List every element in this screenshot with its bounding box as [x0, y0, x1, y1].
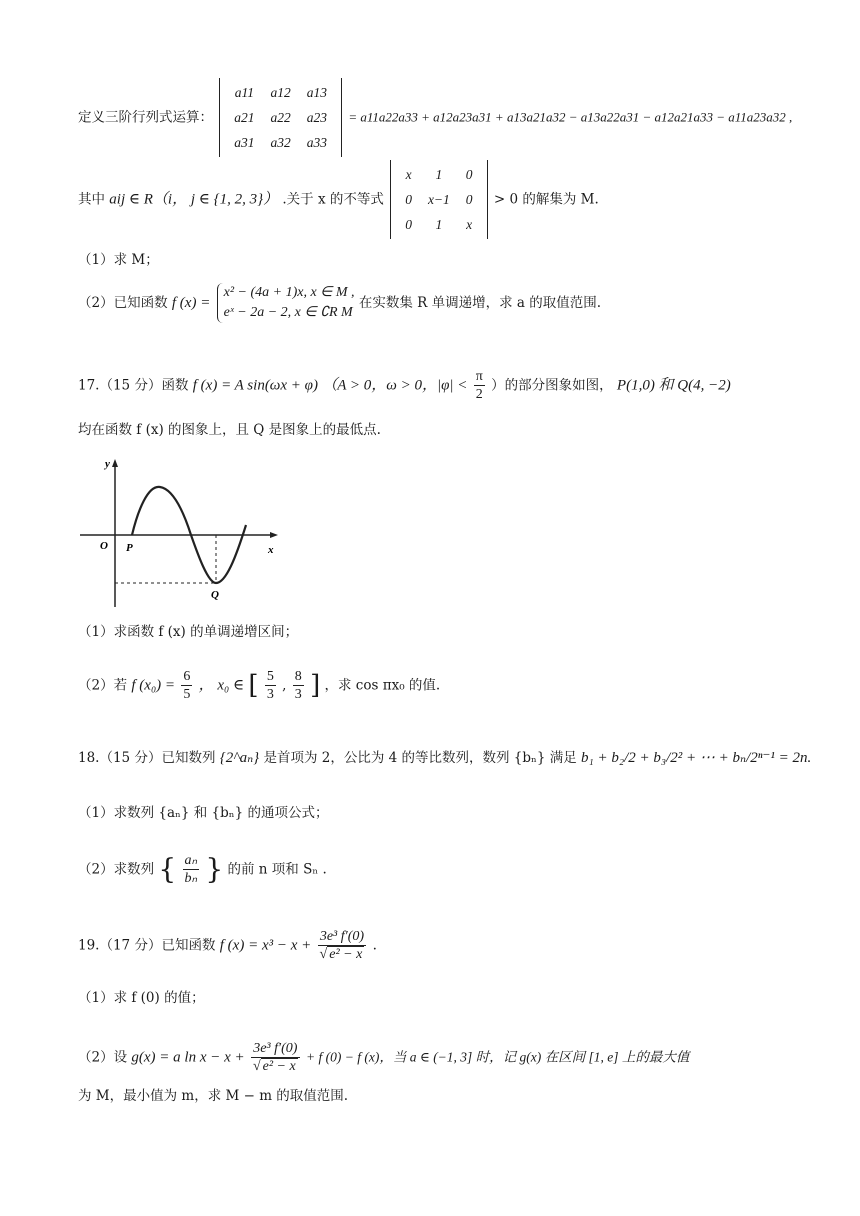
q17-line2: 均在函数 f (x) 的图象上，且 Q 是图象上的最低点.: [78, 422, 381, 438]
q19-func-num: 3e³ f′(0): [318, 928, 367, 946]
q17-part2-eq: f (x₀) =: [131, 677, 176, 694]
q16-det-definition: [78, 78, 793, 157]
q16-part2-post: 在实数集 R 单调递增，求 a 的取值范围.: [358, 295, 602, 311]
q17-header-text: 17.（15 分）函数: [78, 377, 189, 394]
q19-part2: [78, 1040, 790, 1075]
q19-func-den: e² − x: [329, 947, 363, 962]
q18-mid: 是首项为 2，公比为 4 的等比数列，数列 {bₙ} 满足: [263, 750, 577, 766]
q19-part2-pre: （2）设: [78, 1049, 128, 1066]
det-a21: a21: [234, 110, 255, 125]
pi-denominator: 2: [475, 387, 483, 402]
pi-numerator: π: [475, 369, 483, 384]
x-arrow: [270, 532, 278, 538]
q19-header-text: 19.（17 分）已知函数: [78, 937, 216, 954]
q17-part2-pre: （2）若: [78, 677, 128, 694]
pi-over-2: [474, 368, 485, 403]
q19-func-pre: f (x) = x³ − x +: [219, 937, 312, 954]
q18-part1: （1）求数列 {aₙ} 和 {bₙ} 的通项公式；: [78, 805, 329, 821]
eight-thirds: [293, 668, 304, 703]
six: 6: [183, 669, 191, 684]
x-label: x: [268, 544, 274, 556]
five-num: 5: [266, 669, 274, 684]
q17-part2-post: ，求 cos πx₀ 的值.: [324, 677, 441, 694]
bn: bₙ: [184, 871, 198, 886]
det-expansion: = a11a22a33 + a12a23a31 + a13a21a32 − a13a22a31 − a12a21a33 − a11a23a32 ,: [348, 109, 793, 125]
q16-inequality-line: [78, 160, 790, 239]
q17-points: P(1,0) 和 Q(4, −2): [616, 377, 731, 394]
right-bracket: ]: [310, 670, 321, 701]
q19-part2-rest: + f (0) − f (x)，当 a ∈ (−1, 3] 时，记 g(x) 在区间 [1, e] 上的最大值: [306, 1049, 690, 1065]
det-a23: a23: [306, 110, 328, 125]
q17-func: f (x) = A sin(ωx + φ): [192, 377, 318, 394]
q16-part2-fx: f (x) =: [171, 295, 211, 311]
sine-graph: [78, 455, 288, 615]
left-brace: {: [158, 852, 177, 886]
q17-part1: （1）求函数 f (x) 的单调递增区间；: [78, 624, 299, 640]
q16-cond: aij ∈ R（i， j ∈ {1, 2, 3}）: [109, 191, 279, 208]
q18-header-text: 18.（15 分）已知数列: [78, 750, 216, 766]
det-a13: a13: [306, 85, 328, 100]
q18-header: [78, 748, 812, 768]
six-fifths: [181, 668, 192, 703]
det-a11: a11: [234, 85, 255, 100]
ineq-det: [390, 160, 487, 239]
q17-cond: （A > 0，ω > 0，|φ| <: [322, 377, 468, 394]
det-a31: a31: [234, 135, 255, 150]
ineq-e23: 0: [465, 192, 473, 207]
q16-line2-post: > 0 的解集为 M.: [493, 191, 599, 208]
q19-part2-g: g(x) = a ln x − x +: [131, 1049, 245, 1066]
piecewise-brace: [217, 283, 355, 323]
ineq-e13: 0: [465, 167, 473, 182]
q19-func-frac: $\frac{\text{3e³ f′(0)}}{\text{√ e² − x}}$: [318, 928, 367, 963]
q16-intro: 定义三阶行列式运算：: [78, 109, 213, 126]
q19-part2-frac: $\frac{\text{3e³ f′(0)}}{\text{√ e² − x}}$: [251, 1040, 300, 1075]
q16-part2-pre: （2）已知函数: [78, 295, 168, 311]
ineq-e12: 1: [435, 167, 443, 182]
an: aₙ: [184, 853, 198, 868]
q19-part2-num: 3e³ f′(0): [251, 1040, 300, 1058]
ineq-e21: 0: [405, 192, 412, 207]
ineq-e11: x: [405, 167, 412, 182]
det-a32: a32: [270, 135, 291, 150]
piecewise-case-1: x² − (4a + 1)x, x ∈ M ,: [223, 285, 355, 300]
three-den-b: 3: [294, 687, 302, 702]
q18-part2-post: 的前 n 项和 Sₙ .: [227, 861, 327, 878]
q16-line2-mid: .关于 x 的不等式: [282, 191, 384, 208]
ineq-e33: x: [466, 217, 473, 232]
q18-part2: [78, 852, 790, 887]
five: 5: [183, 687, 191, 702]
q16-part1: （1）求 M；: [78, 252, 159, 268]
det-3x3: [219, 78, 342, 157]
q19-part1: （1）求 f (0) 的值；: [78, 990, 205, 1006]
q17-cond-end: ）的部分图象如图，: [491, 377, 613, 394]
eight-num: 8: [294, 669, 302, 684]
p-label: P: [126, 542, 133, 554]
right-brace: }: [205, 852, 224, 886]
det-a12: a12: [270, 85, 291, 100]
ineq-e32: 1: [435, 217, 443, 232]
q18-sum-expr: b₁ + b₂/2 + b₃/2² + ⋯ + bₙ/2ⁿ⁻¹ = 2n.: [581, 750, 812, 766]
q18-part2-pre: （2）求数列: [78, 861, 155, 878]
an-over-bn: [183, 852, 200, 887]
left-bracket: [: [248, 670, 259, 701]
q19-header: 19.（17 分）已知函数 f (x) = x³ − x + $\frac{\text{3e³ f′(0)}}{\text{√ e² − x}}$ .: [78, 929, 377, 962]
det-a22: a22: [270, 110, 291, 125]
q17-part2: （2）若 f (x₀) = $\frac{6}{5}$ ， x₀ ∈ [ $\frac{5}{3}$ , $\frac{8}{3}$ ] ，求 cos πx₀ 的值.: [78, 669, 441, 702]
piecewise-case-2: eˣ − 2a − 2, x ∈ ∁R M: [223, 305, 353, 320]
ineq-e22: x−1: [427, 192, 450, 207]
q19-part2-den: e² − x: [262, 1059, 296, 1074]
q18-seq: {2^aₙ}: [219, 750, 260, 766]
q16-part2: [78, 283, 790, 323]
y-arrow: [112, 459, 118, 467]
y-label: y: [105, 458, 110, 470]
origin-label: O: [100, 540, 108, 552]
det-a33: a33: [306, 135, 328, 150]
three-den-a: 3: [266, 687, 274, 702]
q17-header: [78, 368, 790, 403]
q19-part2-line2: 为 M，最小值为 m，求 M − m 的取值范围.: [78, 1088, 349, 1104]
q-label: Q: [211, 589, 219, 601]
ineq-e31: 0: [405, 217, 412, 232]
q16-line2-pre: 其中: [78, 191, 105, 208]
q17-part2-mid: ， x₀ ∈: [198, 677, 245, 694]
five-thirds: [265, 668, 276, 703]
